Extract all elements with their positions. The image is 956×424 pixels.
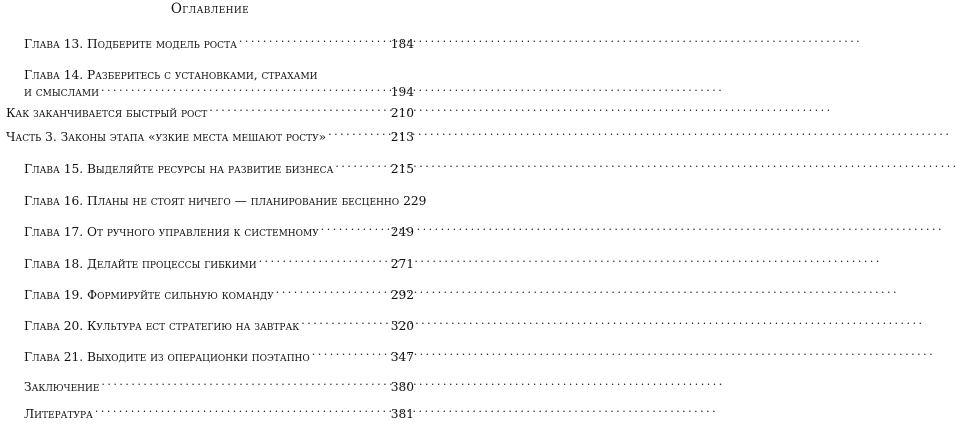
toc-entry-page: 320 — [390, 319, 414, 333]
toc-entry-label: Глава 17. От ручного управления к системному — [24, 225, 319, 239]
leader-dots — [335, 161, 388, 173]
toc-entry-label: Глава 13. Подберите модель роста — [24, 37, 237, 51]
toc-entry-label: Глава 16. Планы не стоят ничего — планирование бесценно — [24, 194, 400, 208]
running-head: Оглавление — [170, 1, 250, 17]
leader-dots — [321, 224, 389, 236]
toc-entry-page: 292 — [390, 288, 414, 302]
toc-entry-page: 271 — [390, 257, 414, 271]
leader-dots — [312, 349, 389, 361]
toc-entry-label: Глава 14. Разберитесь с установками, страхами — [24, 68, 318, 82]
toc-entry-page: 215 — [390, 162, 414, 176]
toc-entry-page: 184 — [390, 37, 414, 51]
toc-entry-label: Глава 21. Выходите из операционки поэтапно — [24, 350, 310, 364]
toc-entry-chapter-15 — [24, 160, 414, 179]
toc-entry-conclusion — [24, 378, 414, 397]
toc-entry-label: Глава 15. Выделяйте ресурсы на развитие бизнеса — [24, 162, 334, 176]
toc-entry-page: 194 — [390, 85, 414, 100]
leader-dots — [95, 406, 389, 418]
leader-dots — [276, 287, 389, 299]
leader-dots — [328, 129, 389, 141]
toc-entry-section-end — [6, 104, 414, 123]
toc-entry-label: Глава 18. Делайте процессы гибкими — [24, 257, 257, 271]
toc-entry-chapter-19 — [24, 286, 414, 305]
leader-dots — [101, 379, 388, 391]
toc-entry-chapter-21 — [24, 348, 414, 367]
toc-entry-page: 213 — [390, 130, 414, 144]
toc-entry-label: Глава 19. Формируйте сильную команду — [24, 288, 274, 302]
toc-entry-chapter-16 — [24, 192, 427, 211]
toc-entry-part-3 — [6, 128, 414, 147]
toc-entry-chapter-20 — [24, 317, 414, 336]
toc-entry-chapter-13 — [24, 35, 414, 54]
leader-dots — [259, 256, 389, 268]
toc-entry-page: 210 — [390, 106, 414, 120]
leader-dots — [239, 36, 389, 48]
toc-entry-label-continued: и смыслами — [24, 85, 99, 100]
leader-dots — [301, 318, 389, 330]
toc-entry-page: 380 — [390, 380, 414, 394]
toc-entry-page: 229 — [403, 194, 427, 208]
toc-entry-page: 381 — [390, 407, 414, 421]
toc-entry-label: Литература — [24, 407, 93, 421]
toc-entry-chapter-18 — [24, 255, 414, 274]
toc-entry-page: 249 — [390, 225, 414, 239]
toc-page — [0, 0, 427, 421]
toc-entry-label: Глава 20. Культура ест стратегию на завтрак — [24, 319, 300, 333]
toc-entry-label: Заключение — [24, 380, 100, 394]
leader-dots — [209, 105, 388, 117]
toc-entry-chapter-17 — [24, 223, 414, 242]
leader-dots — [101, 84, 389, 96]
toc-entry-label: Часть 3. Законы этапа «узкие места мешают росту» — [6, 130, 327, 144]
toc-entry-chapter-14 — [24, 67, 414, 101]
toc-entry-bibliography — [24, 405, 414, 424]
toc-entry-page: 347 — [390, 350, 414, 364]
toc-entry-label: Как заканчивается быстрый рост — [6, 106, 208, 120]
